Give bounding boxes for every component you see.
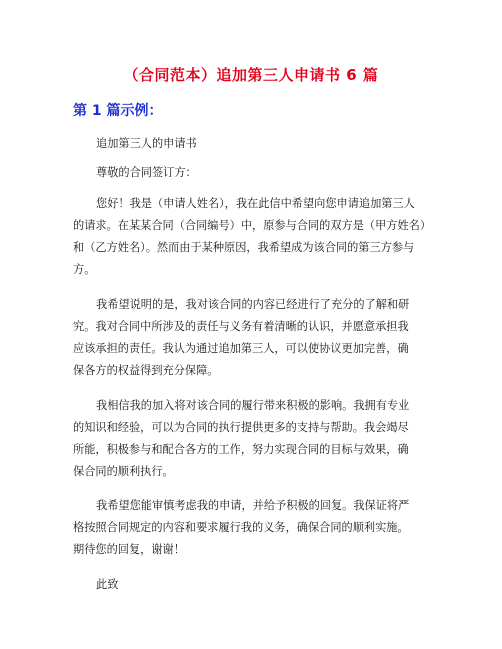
paragraph-line: 我希望说明的是，我对该合同的内容已经进行了充分的了解和研 <box>96 298 410 311</box>
paragraph-line: 此致 <box>96 578 119 591</box>
paragraph-line: 应该承担的责任。我认为通过追加第三人，可以使协议更加完善，确 <box>73 342 409 355</box>
paragraph-line: 所能，积极参与和配合各方的工作，努力实现合同的目标与效果，确 <box>73 443 409 456</box>
paragraph-line: 的请求。在某某合同（合同编号）中，原参与合同的双方是（甲方姓名） <box>73 219 432 232</box>
paragraph-line: 期待您的回复，谢谢！ <box>73 543 185 556</box>
paragraph-line: 的知识和经验，可以为合同的执行提供更多的支持与帮助。我会竭尽 <box>73 421 409 434</box>
paragraph-line: 和（乙方姓名）。然而由于某种原因，我希望成为该合同的第三方参与 <box>73 241 415 254</box>
paragraph-line: 保各方的权益得到充分保障。 <box>73 364 219 377</box>
paragraph-line: 格按照合同规定的内容和要求履行我的义务，确保合同的顺利实施。 <box>73 521 409 534</box>
paragraph-line: 保合同的顺利执行。 <box>73 465 174 478</box>
paragraph-line: 尊敬的合同签订方： <box>96 166 197 179</box>
paragraph-line: 方。 <box>73 263 96 276</box>
paragraph-line: 追加第三人的申请书 <box>96 137 197 150</box>
paragraph-line: 我希望您能审慎考虑我的申请，并给予积极的回复。我保证将严 <box>96 499 410 512</box>
paragraph-line: 究。我对合同中所涉及的责任与义务有着清晰的认识，并愿意承担我 <box>73 320 409 333</box>
paragraph-line: 您好！我是（申请人姓名），我在此信中希望向您申请追加第三人 <box>96 197 415 210</box>
document-title: （合同范本）追加第三人申请书 6 篇 <box>123 66 379 84</box>
section-heading: 第 1 篇示例： <box>73 103 163 119</box>
paragraph-line: 我相信我的加入将对该合同的履行带来积极的影响。我拥有专业 <box>96 399 410 412</box>
